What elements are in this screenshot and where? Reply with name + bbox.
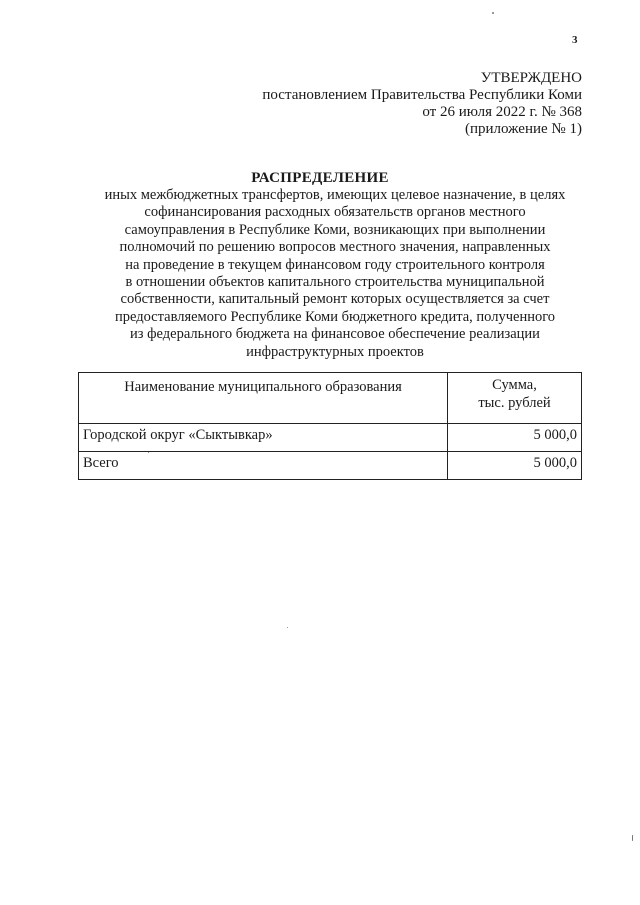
subtitle-line: софинансирования расходных обязательств органов местного <box>144 204 526 221</box>
row-sum-cell: 5 000,0 <box>448 424 582 452</box>
subtitle-line: инфраструктурных проектов <box>246 343 424 360</box>
header-sum-label: Сумма, <box>492 377 537 393</box>
subtitle-line: предоставляемого Республике Коми бюджетного кредита, полученного <box>114 308 556 325</box>
header-sum-unit: тыс. рублей <box>478 395 551 411</box>
table-row-total <box>79 452 582 480</box>
subtitle-line: собственности, капитальный ремонт которых осуществляется за счет <box>120 291 550 308</box>
header-name-cell: Наименование муниципального образования <box>79 373 448 424</box>
scan-speck <box>492 12 494 14</box>
subtitle-line: полномочий по решению вопросов местного значения, направленных <box>119 239 551 256</box>
subtitle-line: из федерального бюджета на финансовое обеспечение реализации <box>130 326 540 343</box>
approval-heading: УТВЕРЖДЕНО <box>480 70 582 86</box>
total-sum-cell: 5 000,0 <box>448 452 582 480</box>
approval-appendix: (приложение № 1) <box>464 121 582 137</box>
subtitle-line: самоуправления в Республике Коми, возникающих при выполнении <box>124 221 546 238</box>
table-header-row <box>79 373 582 424</box>
subtitle-line: в отношении объектов капитального строительства муниципальной <box>125 274 545 291</box>
total-name-cell: Всего <box>79 452 448 480</box>
scan-speck <box>632 835 633 841</box>
table-row <box>79 424 582 452</box>
document-title: РАСПРЕДЕЛЕНИЕ <box>251 170 389 186</box>
approval-date: от 26 июля 2022 г. № 368 <box>422 104 582 120</box>
approval-block <box>262 70 582 138</box>
scan-speck <box>287 627 288 628</box>
distribution-table <box>78 372 582 480</box>
header-sum-cell <box>448 373 582 424</box>
page-number: 3 <box>572 34 578 46</box>
row-name-cell: Городской округ «Сыктывкар» <box>79 424 448 452</box>
subtitle-line: на проведение в текущем финансовом году строительного контроля <box>125 256 545 273</box>
document-subtitle <box>85 187 585 361</box>
subtitle-line: иных межбюджетных трансфертов, имеющих целевое назначение, в целях <box>104 187 566 203</box>
approval-decree: постановлением Правительства Республики Коми <box>262 87 582 103</box>
scan-speck <box>148 452 149 453</box>
